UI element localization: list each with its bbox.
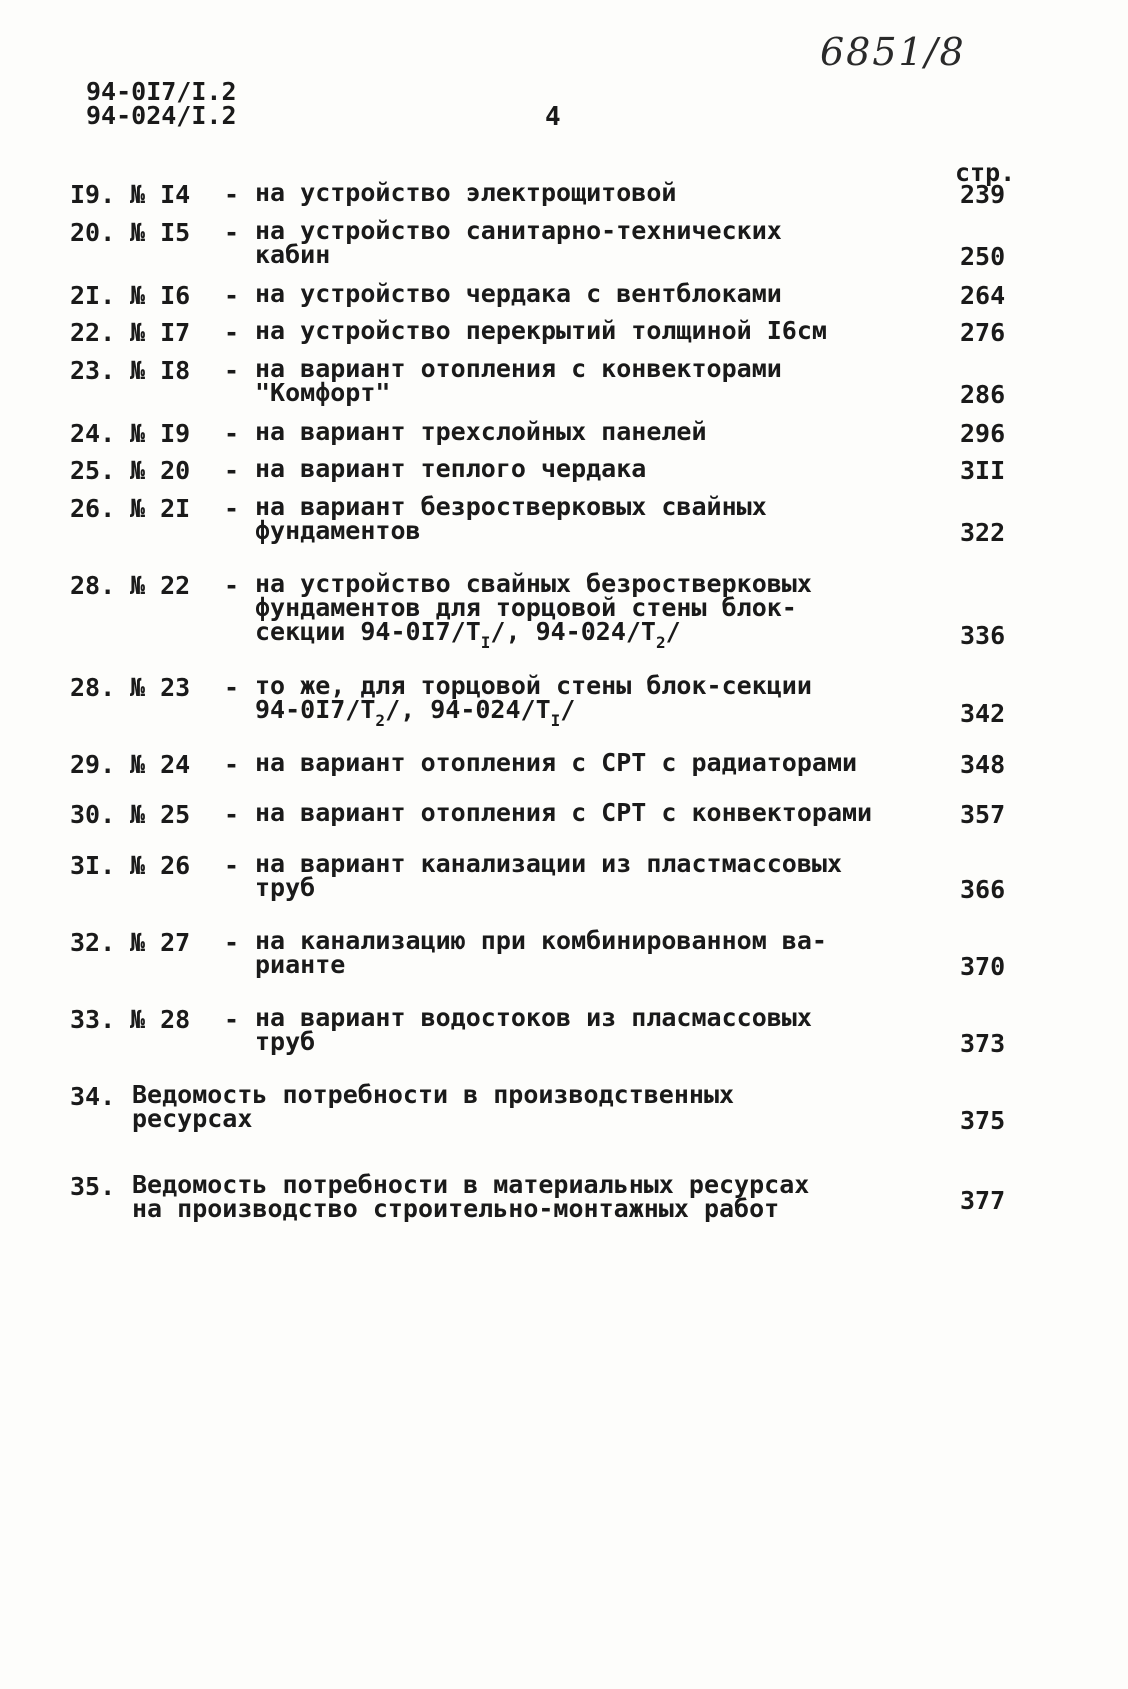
- appendix-number: № 24: [130, 750, 191, 779]
- entry-dash: -: [224, 281, 240, 310]
- appendix-number: № I7: [130, 318, 191, 347]
- entry-dash: -: [224, 571, 240, 600]
- appendix-number: № I4: [130, 180, 191, 209]
- entry-dash: -: [224, 673, 240, 702]
- entry-page: 366: [960, 875, 1006, 904]
- entry-page: 276: [960, 318, 1006, 347]
- entry-dash: -: [224, 218, 240, 247]
- entry-dash: -: [224, 494, 240, 523]
- entry-number: 29.: [70, 750, 116, 779]
- appendix-number: № 22: [130, 571, 191, 600]
- entry-number: 28.: [70, 571, 116, 600]
- entry-page: 336: [960, 621, 1006, 650]
- entry-title: на устройство электрощитовой: [255, 178, 677, 207]
- entry-title-line1: то же, для торцовой стены блок-секции: [255, 671, 812, 700]
- entry-number: 35.: [70, 1172, 116, 1201]
- entry-title-line2: кабин: [255, 240, 331, 269]
- entry-dash: -: [224, 456, 240, 485]
- entry-number: 26.: [70, 494, 116, 523]
- appendix-number: № I6: [130, 281, 191, 310]
- entry-number: 34.: [70, 1082, 116, 1111]
- entry-title-line1: на устройство санитарно-технических: [255, 216, 782, 245]
- entry-dash: -: [224, 318, 240, 347]
- entry-number: 28.: [70, 673, 116, 702]
- entry-number: 24.: [70, 419, 116, 448]
- appendix-number: № 20: [130, 456, 191, 485]
- entry-page: 370: [960, 952, 1006, 981]
- entry-title-line2: ресурсах: [132, 1104, 253, 1133]
- entry-title-line1: Ведомость потребности в производственных: [132, 1080, 735, 1109]
- entry-title: на вариант трехслойных панелей: [255, 417, 707, 446]
- entry-dash: -: [224, 356, 240, 385]
- entry-title-line2: фундаментов: [255, 516, 421, 545]
- page-number: 4: [545, 102, 561, 132]
- entry-number: 20.: [70, 218, 116, 247]
- entry-number: 22.: [70, 318, 116, 347]
- entry-title-line1: Ведомость потребности в материальных ресурсах: [132, 1170, 810, 1199]
- appendix-number: № I9: [130, 419, 191, 448]
- entry-number: 2I.: [70, 281, 116, 310]
- entry-title-line1: на канализацию при комбинированном ва-: [255, 926, 827, 955]
- appendix-number: № I8: [130, 356, 191, 385]
- appendix-number: № 26: [130, 851, 191, 880]
- entry-dash: -: [224, 1005, 240, 1034]
- entry-title: на вариант отопления с СРТ с радиаторами: [255, 748, 858, 777]
- entry-number: 23.: [70, 356, 116, 385]
- entry-page: 342: [960, 699, 1006, 728]
- entry-page: 296: [960, 419, 1006, 448]
- entry-page: 377: [960, 1186, 1006, 1215]
- entry-number: 33.: [70, 1005, 116, 1034]
- entry-title: на устройство перекрытий толщиной I6см: [255, 316, 827, 345]
- entry-title-line1: на вариант безростверковых свайных: [255, 492, 767, 521]
- doc-code-1: 94-0I7/I.2: [86, 77, 237, 106]
- entry-title-line2: рианте: [255, 950, 346, 979]
- entry-title-line1: на вариант отопления с конвекторами: [255, 354, 782, 383]
- entry-title: на устройство чердака с вентблоками: [255, 279, 782, 308]
- entry-page: 239: [960, 180, 1006, 209]
- entry-page: 322: [960, 518, 1006, 547]
- entry-number: 3I.: [70, 851, 116, 880]
- entry-title-line2: $94-0I7/Т_2/$, $94-024/Т_I/$: [255, 695, 576, 730]
- entry-dash: -: [224, 928, 240, 957]
- entry-title-line2: фундаментов для торцовой стены блок-: [255, 593, 797, 622]
- entry-title-line3: секции $94-0I7/Т_I/$, $94-024/Т_2/$: [255, 617, 681, 652]
- entry-page: 250: [960, 242, 1006, 271]
- entry-dash: -: [224, 851, 240, 880]
- entry-number: I9.: [70, 180, 116, 209]
- entry-page: 3II: [960, 456, 1006, 485]
- entry-number: 32.: [70, 928, 116, 957]
- entry-title-line2: труб: [255, 1027, 316, 1056]
- entry-title-line1: на вариант водостоков из пласмассовых: [255, 1003, 812, 1032]
- entry-title-line2: "Комфорт": [255, 378, 391, 407]
- entry-page: 264: [960, 281, 1006, 310]
- entry-title-line1: на вариант канализации из пластмассовых: [255, 849, 842, 878]
- entry-page: 357: [960, 800, 1006, 829]
- appendix-number: № 23: [130, 673, 191, 702]
- entry-title: на вариант теплого чердака: [255, 454, 647, 483]
- appendix-number: № 2I: [130, 494, 191, 523]
- entry-title-line2: труб: [255, 873, 316, 902]
- entry-dash: -: [224, 419, 240, 448]
- entry-page: 373: [960, 1029, 1006, 1058]
- entry-page: 286: [960, 380, 1006, 409]
- handwritten-archive-number: 6851/8: [820, 30, 966, 74]
- entry-dash: -: [224, 750, 240, 779]
- entry-page: 375: [960, 1106, 1006, 1135]
- entry-title-line1: на устройство свайных безростверковых: [255, 569, 812, 598]
- appendix-number: № 28: [130, 1005, 191, 1034]
- entry-dash: -: [224, 800, 240, 829]
- appendix-number: № 27: [130, 928, 191, 957]
- appendix-number: № I5: [130, 218, 191, 247]
- entry-number: 25.: [70, 456, 116, 485]
- doc-code-2: 94-024/I.2: [86, 101, 237, 130]
- entry-title: на вариант отопления с СРТ с конвекторами: [255, 798, 873, 827]
- entry-page: 348: [960, 750, 1006, 779]
- appendix-number: № 25: [130, 800, 191, 829]
- entry-dash: -: [224, 180, 240, 209]
- page-column-header: стр.: [955, 158, 1016, 187]
- entry-number: 30.: [70, 800, 116, 829]
- entry-title-line2: на производство строительно-монтажных работ: [132, 1194, 780, 1223]
